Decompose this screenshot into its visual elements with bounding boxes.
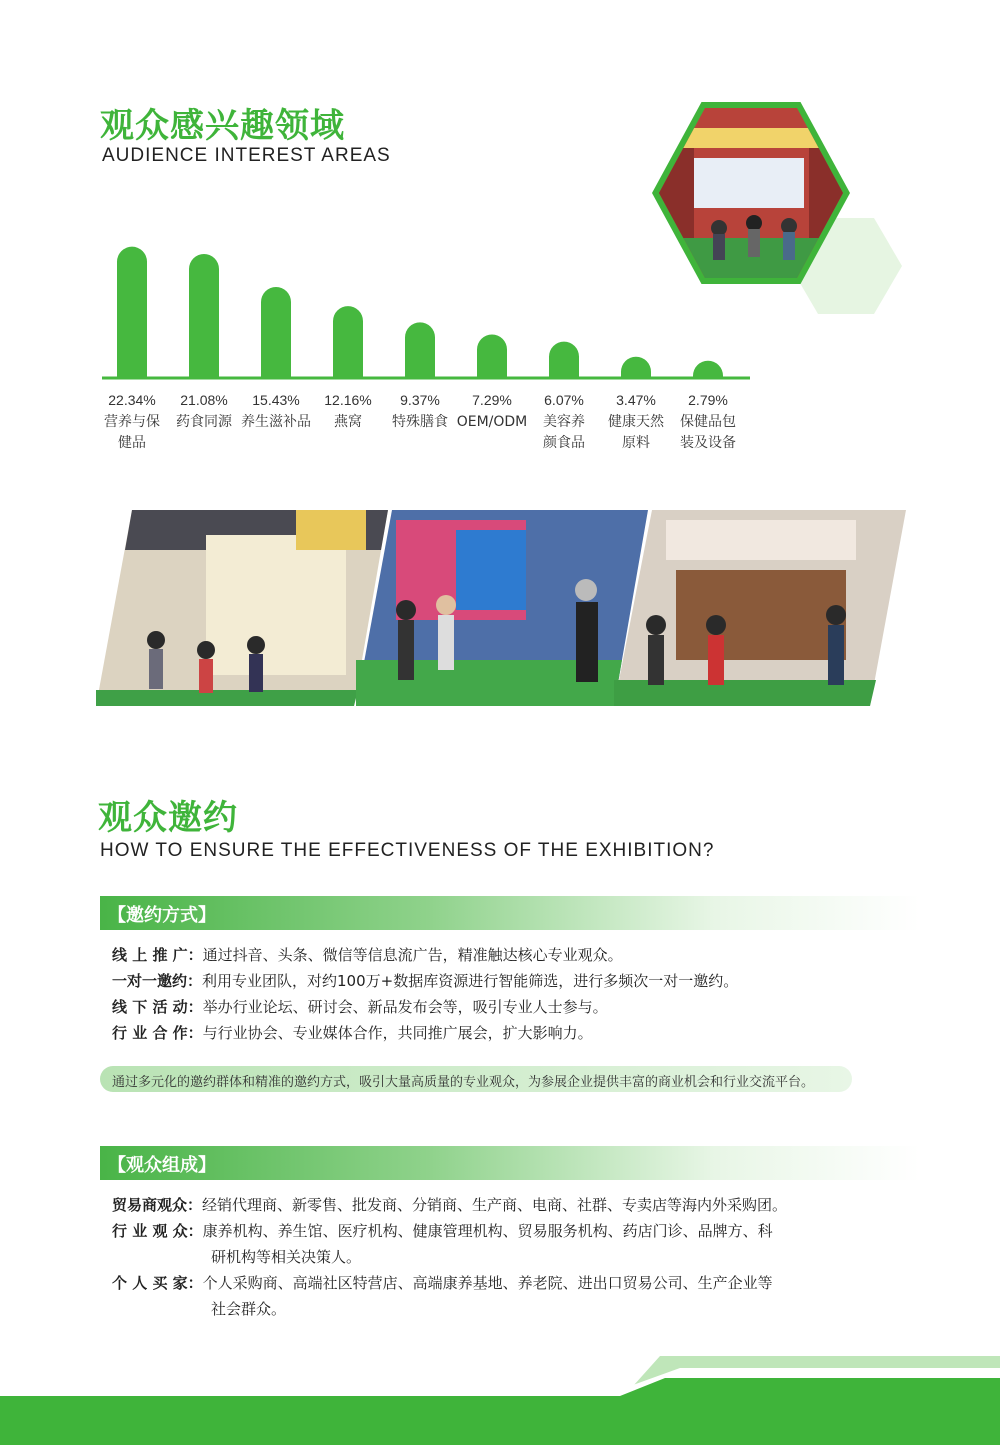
chart-category-label: 原料 [622,435,650,451]
invite-row-label: 行 业 合 作： [112,1024,203,1042]
chart-category-label: 特殊膳食 [392,414,448,430]
chart-bar [405,322,435,377]
section-title-cn: 观众感兴趣领域 [100,106,345,146]
chart-category-label: 健品 [118,435,146,451]
chart-data-label: 7.29% [472,392,512,408]
composition-row-continuation [211,1244,361,1270]
section2-title-cn: 观众邀约 [98,798,238,838]
composition-row [112,1270,773,1296]
composition-row-text: 社会群众。 [211,1300,287,1318]
exhibition-photo-1 [96,510,388,706]
invite-row-label: 线 上 推 广： [112,946,203,964]
exhibition-photo-3 [614,510,906,706]
section2-title-en: HOW TO ENSURE THE EFFECTIVENESS OF THE EXHIBITION? [100,840,715,861]
chart-category-label: 营养与保 [104,414,160,430]
composition-row-continuation [211,1296,286,1322]
invite-row-label: 线 下 活 动： [112,998,203,1016]
composition-header-bar [100,1146,920,1180]
chart-bar [621,357,651,377]
section-title-en: AUDIENCE INTEREST AREAS [102,145,391,166]
composition-row-text: 研机构等相关决策人。 [211,1248,362,1266]
chart-data-label: 15.43% [252,392,300,408]
chart-category-label: 养生滋补品 [241,414,311,430]
composition-header: 【观众组成】 [108,1155,216,1176]
chart-bar [189,254,219,377]
interest-bar-chart [100,225,760,465]
invite-row [112,994,608,1020]
composition-row-text: 经销代理商、新零售、批发商、分销商、生产商、电商、社群、专卖店等海内外采购团。 [202,1196,788,1214]
chart-category-label: OEM/ODM [456,414,528,430]
chart-data-label: 2.79% [688,392,728,408]
chart-bar [261,287,291,377]
composition-row-label: 贸易商观众： [112,1196,203,1214]
invite-summary-note [100,1066,852,1092]
composition-row [112,1218,773,1244]
invite-row [112,942,623,968]
invite-summary-text: 通过多元化的邀约群体和精准的邀约方式，吸引大量高质量的专业观众，为参展企业提供丰富的商业机会和行业交流平台。 [112,1075,815,1090]
chart-data-label: 3.47% [616,392,656,408]
chart-bar [549,342,579,377]
invite-header-bar [100,896,920,930]
invite-header: 【邀约方式】 [108,905,216,926]
exhibition-photo-strip [96,510,906,706]
footer-decoration [0,1356,1000,1445]
chart-data-label: 6.07% [544,392,584,408]
invite-row [112,1020,593,1046]
chart-category-label: 药食同源 [176,414,232,430]
invite-row-text: 通过抖音、头条、微信等信息流广告，精准触达核心专业观众。 [202,946,623,964]
chart-data-label: 22.34% [108,392,156,408]
chart-bar [117,247,147,377]
composition-row-label: 个 人 买 家： [112,1274,203,1292]
exhibition-photo-2 [356,510,648,706]
invite-row [112,968,738,994]
chart-bar [693,361,723,377]
chart-data-label: 21.08% [180,392,228,408]
chart-category-label: 颜食品 [543,435,585,451]
invite-row-text: 与行业协会、专业媒体合作，共同推广展会，扩大影响力。 [202,1024,593,1042]
composition-row-text: 个人采购商、高端社区特营店、高端康养基地、养老院、进出口贸易公司、生产企业等 [202,1274,773,1292]
chart-data-label: 12.16% [324,392,372,408]
chart-category-label: 保健品包 [680,414,736,430]
chart-category-label: 装及设备 [680,435,736,451]
chart-category-label: 燕窝 [334,414,362,430]
chart-category-label: 健康天然 [608,414,664,430]
composition-row-text: 康养机构、养生馆、医疗机构、健康管理机构、贸易服务机构、药店门诊、品牌方、科 [202,1222,773,1240]
chart-category-label: 美容养 [543,414,585,430]
invite-row-text: 利用专业团队，对约100万+数据库资源进行智能筛选，进行多频次一对一邀约。 [202,972,739,990]
chart-data-label: 9.37% [400,392,440,408]
invite-row-label: 一对一邀约： [112,972,203,990]
invite-row-text: 举办行业论坛、研讨会、新品发布会等，吸引专业人士参与。 [202,998,608,1016]
composition-row-label: 行 业 观 众： [112,1222,203,1240]
chart-bar [477,334,507,377]
chart-bar [333,306,363,377]
composition-row [112,1192,787,1218]
